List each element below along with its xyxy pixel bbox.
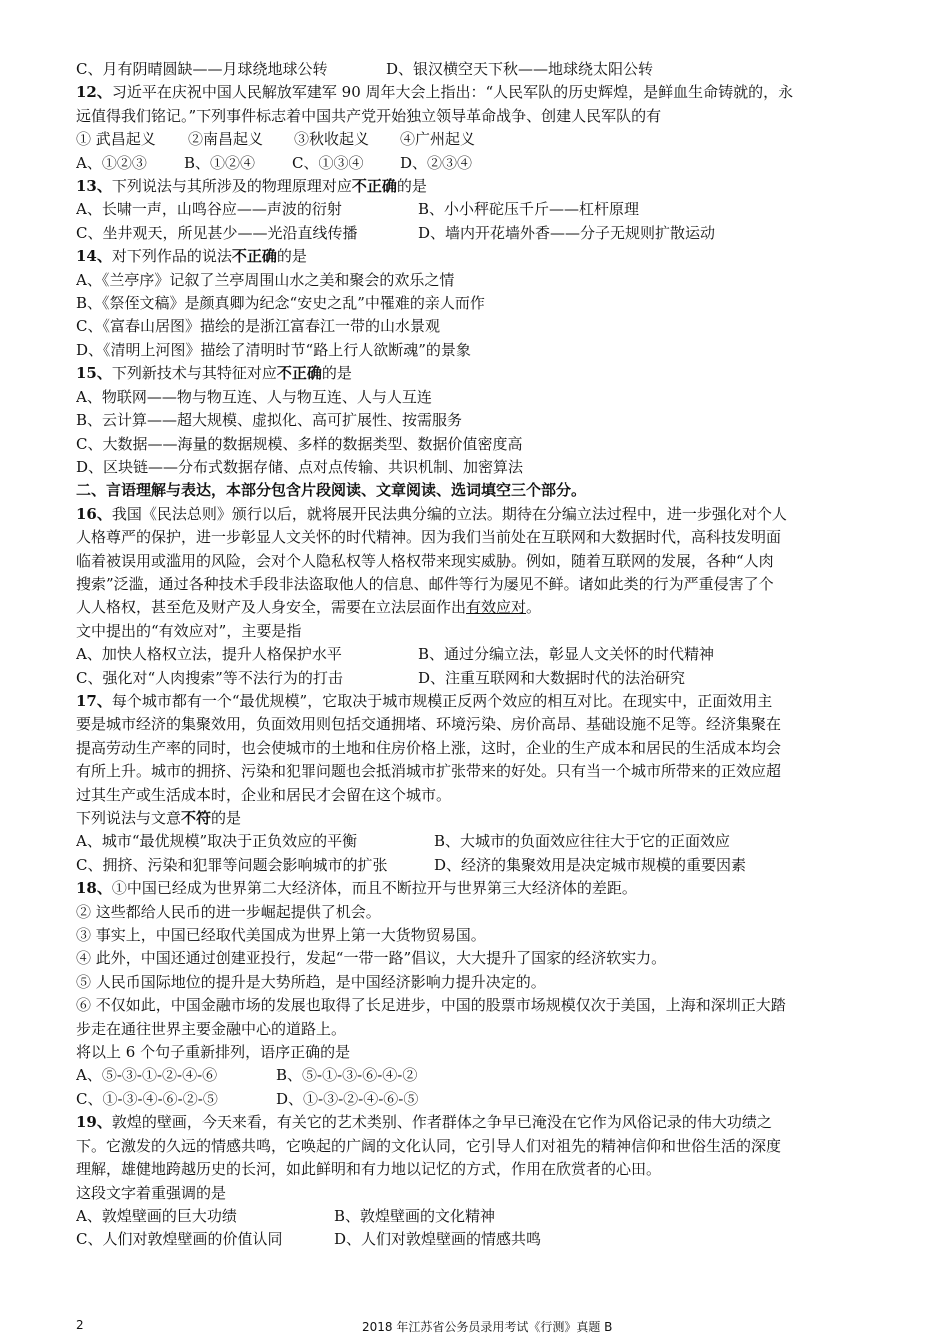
- q16-option-c: C、强化对“人肉搜索”等不法行为的打击: [76, 668, 343, 687]
- q14-stem: [76, 245, 876, 268]
- q16-last-post: 。: [526, 598, 542, 617]
- q12-item-3: ③秋收起义: [294, 130, 370, 149]
- q16-passage-line5: [76, 596, 876, 619]
- q17-passage-line5: 过其生产或生活成本时，企业和居民才会留在这个城市。: [76, 785, 452, 804]
- q18-option-d: D、①-③-②-④-⑥-⑤: [276, 1089, 419, 1108]
- q13-options-ab: [76, 198, 876, 221]
- q19-option-c: C、人们对敦煌壁画的价值认同: [76, 1230, 283, 1249]
- q18-sentence-3: ③ 事实上，中国已经取代美国成为世界上第一大货物贸易国。: [76, 926, 486, 945]
- q15-stem-pre: 下列新技术与其特征对应: [111, 364, 277, 383]
- q12-number: 12、: [76, 83, 112, 102]
- q13-option-a: A、长啸一声，山鸣谷应——声波的衍射: [76, 200, 342, 219]
- q19-options-ab: [76, 1205, 876, 1228]
- q16-line1-text: 我国《民法总则》颁行以后，就将展开民法典分编的立法。期待在分编立法过程中，进一步强化对个人: [111, 504, 787, 523]
- q16-passage-line4: 搜索”泛滥，通过各种技术手段非法盗取他人的信息、邮件等行为屡见不鲜。诸如此类的行为严重侵害了个: [76, 574, 774, 593]
- q13-options-cd: [76, 222, 876, 245]
- q18-question: 将以上 6 个句子重新排列，语序正确的是: [76, 1043, 351, 1062]
- q18-option-c: C、①-③-④-⑥-②-⑤: [76, 1089, 218, 1108]
- q14-stem-pre: 对下列作品的说法: [111, 247, 232, 266]
- footer-title: 2018 年江苏省公务员录用考试《行测》真题 B: [362, 1320, 613, 1334]
- q12-item-4: ④广州起义: [400, 130, 476, 149]
- q17-passage-line3: 提高劳动生产率的同时，也会使城市的土地和住房价格上涨，这时，企业的生产成本和居民的生活成本均会: [76, 738, 782, 757]
- q19-passage-line2: 下。它激发的久远的情感共鸣，它唤起的广阔的文化认同，它引导人们对祖先的精神信仰和世俗生活的深度: [76, 1136, 782, 1155]
- q17-question-post: 的是: [211, 809, 242, 827]
- q15-number: 15、: [76, 364, 112, 383]
- q11-option-d: D、银汉横空天下秋——地球绕太阳公转: [386, 60, 654, 78]
- q19-option-a: A、敦煌壁画的巨大功绩: [76, 1206, 237, 1225]
- q18-s1-text: ①中国已经成为世界第二大经济体，而且不断拉开与世界第三大经济体的差距。: [111, 879, 637, 898]
- q14-stem-emphasis: 不正确: [231, 247, 277, 266]
- q12-options: [76, 152, 876, 175]
- q12-option-b: B、①②④: [184, 153, 256, 172]
- q12-option-d: D、②③④: [400, 153, 473, 172]
- q13-stem-pre: 下列说法与其所涉及的物理原理对应: [111, 177, 352, 196]
- q17-passage-line2: 要是城市经济的集聚效用，负面效用则包括交通拥堵、环境污染、房价高昂、基础设施不足等。经济集聚在: [76, 715, 782, 734]
- q16-underlined-term: 有效应对: [466, 598, 527, 617]
- q12-item-2: ②南昌起义: [188, 130, 264, 149]
- q17-option-a: A、城市“最优规模”取决于正负效应的平衡: [76, 832, 358, 851]
- q17-number: 17、: [76, 691, 112, 710]
- q15-option-c: C、大数据——海量的数据规模、多样的数据类型、数据价值密度高: [76, 434, 523, 453]
- q16-last-pre: 人人格权，甚至危及财产及人身安全，需要在立法层面作出: [76, 598, 467, 617]
- q11-options-cd: [76, 58, 876, 81]
- q12-stem-line2: 远值得我们铭记。”下列事件标志着中国共产党开始独立领导革命战争、创建人民军队的有: [76, 106, 662, 125]
- q16-options-cd: [76, 667, 876, 690]
- q19-passage-line3: 理解，雄健地跨越历史的长河，如此鲜明和有力地以记忆的方式，作用在欣赏者的心田。: [76, 1160, 662, 1179]
- q15-stem-emphasis: 不正确: [276, 364, 322, 383]
- q14-option-d: D、《清明上河图》描绘了清明时节“路上行人欲断魂”的景象: [76, 340, 471, 359]
- q18-number: 18、: [76, 879, 112, 898]
- q13-option-c: C、坐井观天，所见甚少——光沿直线传播: [76, 223, 358, 242]
- q17-option-c: C、拥挤、污染和犯罪等问题会影响城市的扩张: [76, 855, 388, 874]
- q17-passage-line1: [76, 690, 876, 713]
- q17-options-ab: [76, 830, 876, 853]
- q18-sentence-2: ② 这些都给人民币的进一步崛起提供了机会。: [76, 902, 381, 921]
- q17-line1-text: 每个城市都有一个“最优规模”，它取决于城市规模正反两个效应的相互对比。在现实中，正面效用主: [111, 691, 773, 710]
- q12-items: [76, 128, 876, 151]
- q16-option-b: B、通过分编立法，彰显人文关怀的时代精神: [418, 645, 715, 664]
- q19-options-cd: [76, 1228, 876, 1251]
- exam-page: [76, 58, 876, 1252]
- q14-option-b: B、《祭侄文稿》是颜真卿为纪念“安史之乱”中罹难的亲人而作: [76, 294, 485, 313]
- q15-option-d: D、区块链——分布式数据存储、点对点传输、共识机制、加密算法: [76, 457, 524, 476]
- q18-options-cd: [76, 1088, 876, 1111]
- q18-option-a: A、⑤-③-①-②-④-⑥: [76, 1066, 218, 1085]
- q19-question: 这段文字着重强调的是: [76, 1183, 227, 1202]
- q18-sentence-5: ⑤ 人民币国际地位的提升是大势所趋，是中国经济影响力提升决定的。: [76, 972, 546, 991]
- q17-option-d: D、经济的集聚效用是决定城市规模的重要因素: [434, 855, 747, 874]
- q15-option-b: B、云计算——超大规模、虚拟化、高可扩展性、按需服务: [76, 411, 463, 430]
- q11-option-c: C、月有阴晴圆缺——月球绕地球公转: [76, 60, 328, 78]
- q12-stem-line1: [76, 81, 876, 104]
- q16-passage-line1: [76, 503, 876, 526]
- q17-question-emphasis: 不符: [181, 809, 212, 827]
- q13-stem: [76, 175, 876, 198]
- q17-question: [76, 807, 876, 830]
- q19-option-d: D、人们对敦煌壁画的情感共鸣: [334, 1230, 542, 1249]
- q18-sentence-6a: ⑥ 不仅如此，中国金融市场的发展也取得了长足进步，中国的股票市场规模仅次于美国，上海和深圳正大踏: [76, 996, 786, 1015]
- q17-passage-line4: 有所上升。城市的拥挤、污染和犯罪问题也会抵消城市扩张带来的好处。只有当一个城市所带来的正效应超: [76, 762, 782, 781]
- q18-sentence-6b: 步走在通往世界主要金融中心的道路上。: [76, 1019, 347, 1038]
- q18-option-b: B、⑤-①-③-⑥-④-②: [276, 1066, 418, 1085]
- q17-option-b: B、大城市的负面效应往往大于它的正面效应: [434, 832, 731, 851]
- q13-stem-emphasis: 不正确: [351, 177, 397, 196]
- q19-line1-text: 敦煌的壁画，今天来看，有关它的艺术类别、作者群体之争早已淹没在它作为风俗记录的伟大功绩之: [111, 1113, 772, 1132]
- q19-option-b: B、敦煌壁画的文化精神: [334, 1206, 496, 1225]
- q16-question: 文中提出的“有效应对”，主要是指: [76, 621, 302, 640]
- section-heading: 二、言语理解与表达，本部分包含片段阅读、文章阅读、选词填空三个部分。: [76, 481, 587, 500]
- q16-option-a: A、加快人格权立法，提升人格保护水平: [76, 645, 342, 664]
- q18-options-ab: [76, 1064, 876, 1087]
- q16-passage-line2: 人格尊严的保护，进一步彰显人文关怀的时代精神。因为我们当前处在互联网和大数据时代，高科技发明面: [76, 528, 782, 547]
- q17-question-pre: 下列说法与文意: [76, 809, 182, 827]
- q18-sentence-4: ④ 此外，中国还通过创建亚投行，发起“一带一路”倡议，大大提升了国家的经济软实力。: [76, 949, 667, 968]
- q12-option-a: A、①②③: [76, 153, 147, 172]
- q17-options-cd: [76, 854, 876, 877]
- q18-sentence-1: [76, 877, 876, 900]
- q12-stem1: 习近平在庆祝中国人民解放军建军 90 周年大会上指出：“人民军队的历史辉煌，是鲜血生命铸就的，永: [111, 83, 794, 102]
- q16-option-d: D、注重互联网和大数据时代的法治研究: [418, 668, 686, 687]
- q14-number: 14、: [76, 247, 112, 266]
- q12-option-c: C、①③④: [292, 153, 364, 172]
- q16-passage-line3: 临着被误用或滥用的风险，会对个人隐私权等人格权带来现实威胁。例如，随着互联网的发展，各种“人肉: [76, 551, 774, 570]
- q15-stem: [76, 362, 876, 385]
- q14-option-a: A、《兰亭序》记叙了兰亭周围山水之美和聚会的欢乐之情: [76, 270, 455, 289]
- page-number: 2: [76, 1318, 84, 1332]
- q13-option-d: D、墙内开花墙外香——分子无规则扩散运动: [418, 223, 716, 242]
- q14-option-c: C、《富春山居图》描绘的是浙江富春江一带的山水景观: [76, 317, 440, 336]
- q19-passage-line1: [76, 1111, 876, 1134]
- q19-number: 19、: [76, 1113, 112, 1132]
- q13-option-b: B、小小秤砣压千斤——杠杆原理: [418, 200, 640, 219]
- q16-options-ab: [76, 643, 876, 666]
- q16-number: 16、: [76, 504, 112, 523]
- q12-item-1: ① 武昌起义: [76, 130, 156, 149]
- q15-stem-post: 的是: [321, 364, 352, 383]
- q15-option-a: A、物联网——物与物互连、人与物互连、人与人互连: [76, 387, 432, 406]
- q14-stem-post: 的是: [276, 247, 307, 266]
- q13-stem-post: 的是: [396, 177, 427, 196]
- q13-number: 13、: [76, 177, 112, 196]
